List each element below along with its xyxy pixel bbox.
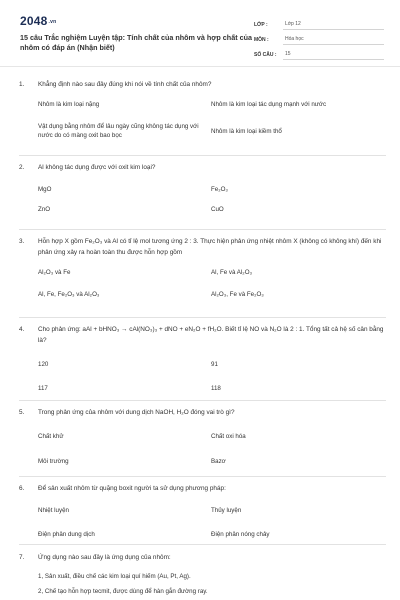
option-b[interactable]: Fe₂O₃ [211,185,228,193]
option-b[interactable]: Thủy luyện [211,506,242,514]
question-text: Al không tác dụng được với oxit kim loại? [38,164,156,171]
question-divider [19,317,386,318]
question-6 [0,483,400,539]
option-a[interactable]: Nhôm là kim loại nặng [38,101,100,108]
question-number: 1. [19,81,25,88]
question-3 [0,236,400,299]
answer-options [0,99,400,142]
question-number: 6. [19,485,25,492]
meta-key: LỚP : [254,21,268,28]
question-2 [0,162,400,214]
statement-line: 2, Chế tạo hỗn hợp tecmit, được dùng để hàn gắn đường ray. [38,588,208,595]
question-stem [0,236,400,258]
question-stem [0,483,400,494]
option-c[interactable]: ZnO [38,205,51,213]
question-stem [0,162,400,173]
option-d[interactable]: CuO [211,205,224,213]
question-text: Để sản xuất nhôm từ quặng boxit người ta sử dụng phương pháp: [38,485,226,492]
question-stem [0,552,400,563]
answer-options [0,184,400,214]
question-text: Trong phản ứng của nhôm với dung dịch NaOH, H₂O đóng vai trò gì? [38,409,235,416]
option-d[interactable]: Bazơ [211,457,226,465]
meta-panel [254,17,384,62]
question-divider [19,544,386,545]
option-b[interactable]: Nhôm là kim loại tác dụng mạnh với nước [211,101,327,108]
option-d[interactable]: Al₂O₃, Fe và Fe₂O₃ [211,290,264,298]
statement-line: 1, Sản xuất, điều chế các kim loại quí hiếm (Au, Pt, Ag). [38,573,191,580]
option-b[interactable]: Al, Fe và Al₂O₃ [211,268,253,276]
option-a[interactable]: Nhiệt luyện [38,506,69,514]
answer-options [0,431,400,466]
option-b[interactable]: 91 [211,360,218,368]
header [0,0,400,67]
site-logo[interactable] [20,14,56,28]
question-divider [19,400,386,401]
option-b[interactable]: Chất oxi hóa [211,432,246,440]
option-d[interactable]: 118 [211,384,221,392]
option-a[interactable]: Al₂O₃ và Fe [38,268,71,276]
question-divider [19,476,386,477]
question-4 [0,324,400,393]
question-divider [19,229,386,230]
meta-key: MÔN : [254,36,269,43]
question-number: 2. [19,164,25,171]
question-number: 3. [19,238,25,245]
question-text: Hỗn hợp X gồm Fe₂O₃ và Al có tỉ lệ mol tương ứng 2 : 3. Thực hiện phản ứng nhiệt nhôm X (không có không khí) đến khi phản ứng xảy ra hoàn toàn thu được hỗn hợp gồm [38,238,382,256]
question-text: Ứng dụng nào sau đây là ứng dụng của nhôm: [38,554,171,561]
option-c[interactable]: Môi trường [38,457,69,465]
answer-options [0,505,400,539]
question-divider [19,155,386,156]
logo-tag: .vn [48,18,57,25]
option-c[interactable]: 117 [38,384,48,392]
question-number: 7. [19,554,25,561]
option-c[interactable]: Vật dụng bằng nhôm để lâu ngày cũng không tác dụng với nước do có màng oxit bao bọc [38,123,199,139]
option-a[interactable]: 120 [38,360,49,368]
meta-row-count [254,47,384,62]
question-number: 5. [19,409,25,416]
question-stem [0,407,400,418]
question-1 [0,66,400,142]
question-number: 4. [19,326,25,333]
meta-value: 15 [283,50,384,60]
question-5 [0,407,400,466]
option-a[interactable]: Chất khử [38,432,64,440]
meta-value: Hóa học [283,35,384,45]
answer-options [0,359,400,393]
question-stem [0,66,400,90]
question-text: Cho phản ứng: aAl + bHNO₃ → cAl(NO₃)₃ + dNO + eN₂O + fH₂O. Biết tỉ lệ NO và N₂O là 2 : 1. Tổng tất cả hệ số cân bằng là? [38,326,384,344]
question-7 [0,552,400,597]
meta-key: SỐ CÂU : [254,51,277,58]
question-list [0,66,400,595]
option-d[interactable]: Nhôm là kim loại kiềm thổ [211,127,282,135]
answer-options [0,267,400,299]
meta-value: Lớp 12 [283,20,384,30]
option-c[interactable]: Điện phân dung dịch [38,530,95,538]
option-a[interactable]: MgO [38,185,52,193]
question-stem [0,324,400,346]
option-d[interactable]: Điện phân nóng chảy [211,530,270,538]
logo-text: 2048 [20,14,48,28]
meta-row-class [254,17,384,32]
option-c[interactable]: Al, Fe, Fe₂O₃ và Al₂O₃ [38,290,100,298]
question-text: Khẳng định nào sau đây đúng khi nói về tính chất của nhôm? [38,81,212,88]
meta-row-subject [254,32,384,47]
page-title: 15 câu Trắc nghiệm Luyện tập: Tính chất của nhôm và hợp chất của nhôm có đáp án (Nhận biết) [20,33,252,52]
